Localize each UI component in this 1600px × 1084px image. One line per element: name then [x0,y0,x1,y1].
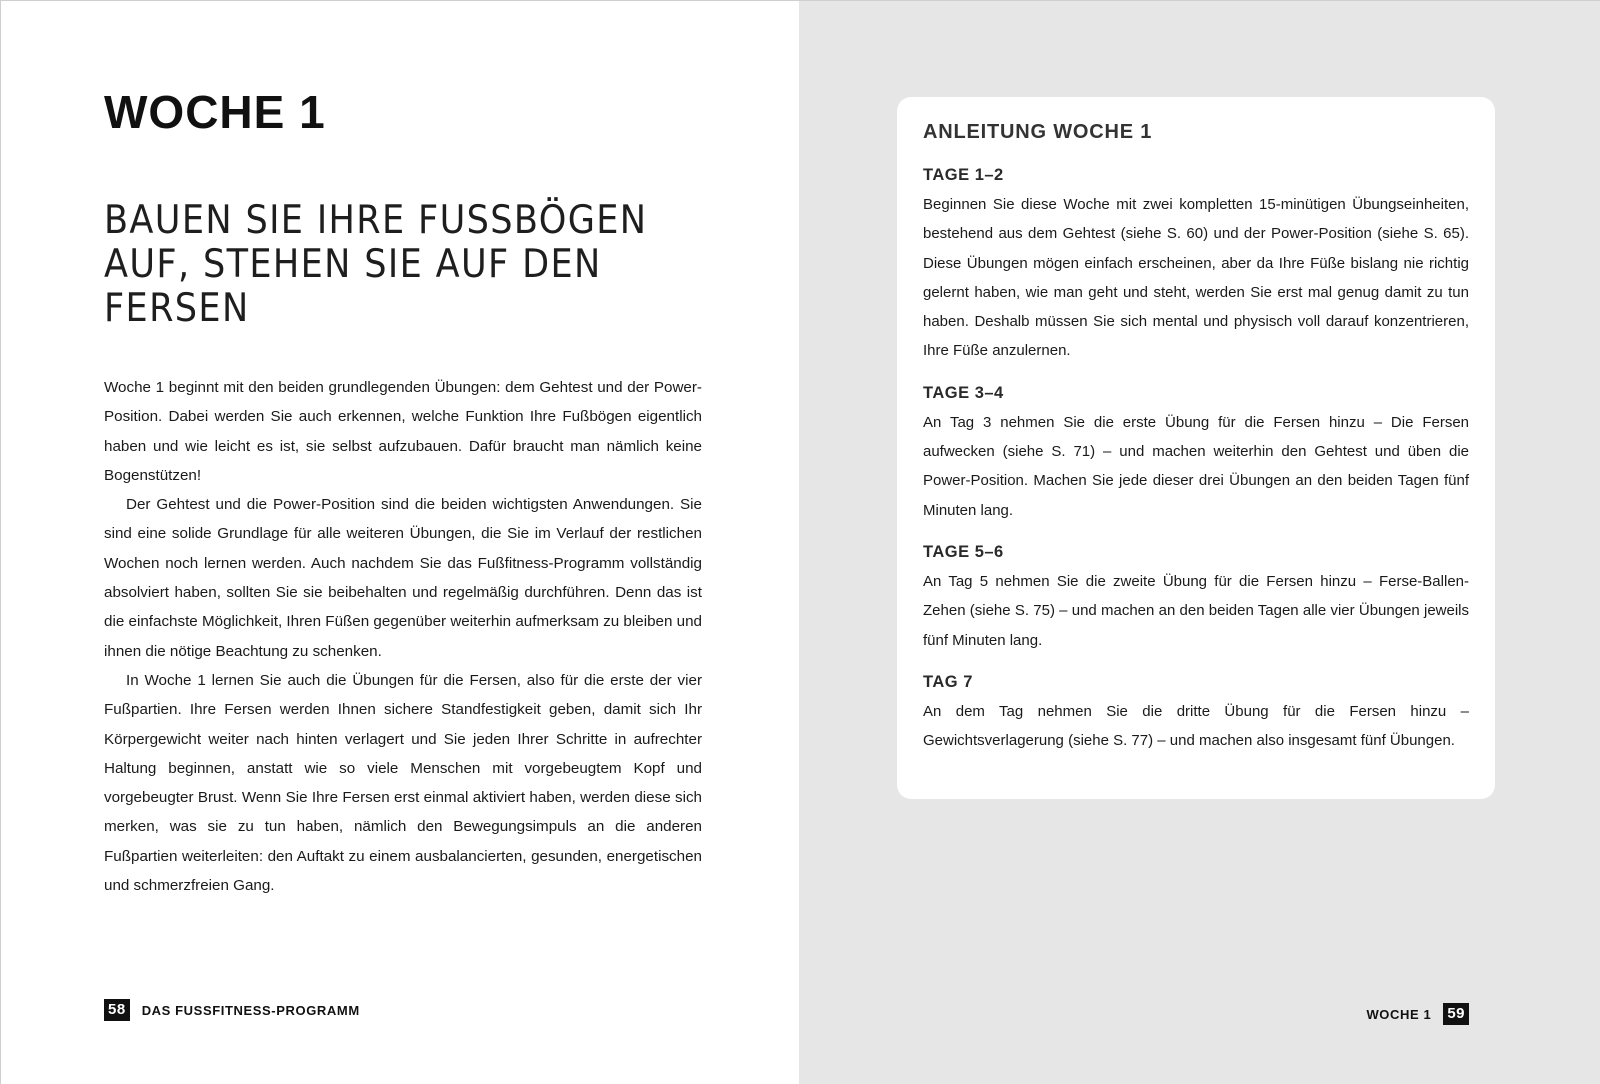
week-title: WOCHE 1 [104,86,326,138]
page-number: 59 [1443,1003,1469,1025]
day-text: Beginnen Sie diese Woche mit zwei kompletten 15-minütigen Übungseinheiten, bestehend aus dem Gehtest (siehe S. 60) und der Power-Position (siehe S. 65). Diese Übungen mögen einfach erscheinen, aber da Ihre Füße bislang nie richtig gelernt haben, wie man geht und steht, werden Sie erst mal genug damit zu tun haben. Deshalb müssen Sie sich mental und physisch voll darauf konzentrieren, Ihre Füße anzulernen. [923,196,1469,360]
day-text: An Tag 3 nehmen Sie die erste Übung für die Fersen hinzu – Die Fersen aufwecken (siehe S. 71) – und machen weiterhin den Gehtest und üben die Power-Position. Machen Sie jede dieser drei Übungen an den beiden Tagen fünf Minuten lang. [923,413,1469,519]
paragraph: In Woche 1 lernen Sie auch die Übungen für die Fersen, also für die erste der vier Fußpartien. Ihre Fersen werden Ihnen sichere Standfestigkeit geben, damit sich Ihr Körpergewicht weiter nach hinten verlagert und Sie jeden Ihrer Schritte in aufrechter Haltung beginnen, anstatt wie so viele Menschen mit vorgebeugtem Kopf und vorgebeugter Brust. Wenn Sie Ihre Fersen erst einmal aktiviert haben, werden diese sich merken, was sie zu tun haben, nämlich den Bewegungsimpuls an die anderen Fußpartien weiterleiten: den Auftakt zu einem ausbalancierten, gesunden, energetischen und schmerzfreien Gang. [104,671,702,895]
day-heading: TAGE 5–6 [923,542,1004,561]
day-heading: TAGE 3–4 [923,383,1004,402]
box-title: ANLEITUNG WOCHE 1 [923,121,1153,143]
day-heading: TAGE 1–2 [923,166,1004,184]
day-text: An dem Tag nehmen Sie die dritte Übung für die Fersen hinzu – Gewichtsverlagerung (siehe S. 77) – und machen also insgesamt fünf Übungen. [923,702,1469,750]
body-text [104,373,702,900]
footer-left [104,999,360,1021]
instruction-box [897,97,1495,799]
footer-right [1366,1003,1469,1025]
running-head: WOCHE 1 [1366,1006,1432,1022]
running-head: DAS FUSSFITNESS-PROGRAMM [141,1002,360,1018]
day-heading: TAG 7 [923,672,973,691]
chapter-heading: BAUEN SIE IHRE FUSSBÖGEN AUF, STEHEN SIE AUF DEN FERSEN [104,198,648,331]
page-number: 58 [104,999,130,1021]
left-page [1,1,799,1084]
day-text: An Tag 5 nehmen Sie die zweite Übung für die Fersen hinzu – Ferse-Ballen-Zehen (siehe S. 75) – und machen an den beiden Tagen alle vier Übungen jeweils fünf Minuten lang. [923,572,1469,649]
paragraph: Der Gehtest und die Power-Position sind die beiden wichtigsten Anwendungen. Sie sind eine solide Grundlage für alle weiteren Übungen, die Sie im Verlauf der restlichen Wochen noch lernen werden. Auch nachdem Sie das Fußfitness-Programm vollständig absolviert haben, sollten Sie sie beibehalten und regelmäßig durchführen. Denn das ist die einfachste Möglichkeit, Ihren Füßen gegenüber weiterhin aufmerksam zu bleiben und ihnen die nötige Beachtung zu schenken. [104,496,702,660]
paragraph: Woche 1 beginnt mit den beiden grundlegenden Übungen: dem Gehtest und der Power-Position. Dabei werden Sie auch erkennen, welche Funktion Ihre Fußbögen eigentlich haben und wie leicht es ist, sie selbst aufzubauen. Dafür braucht man nämlich keine Bogenstützen! [104,379,702,484]
